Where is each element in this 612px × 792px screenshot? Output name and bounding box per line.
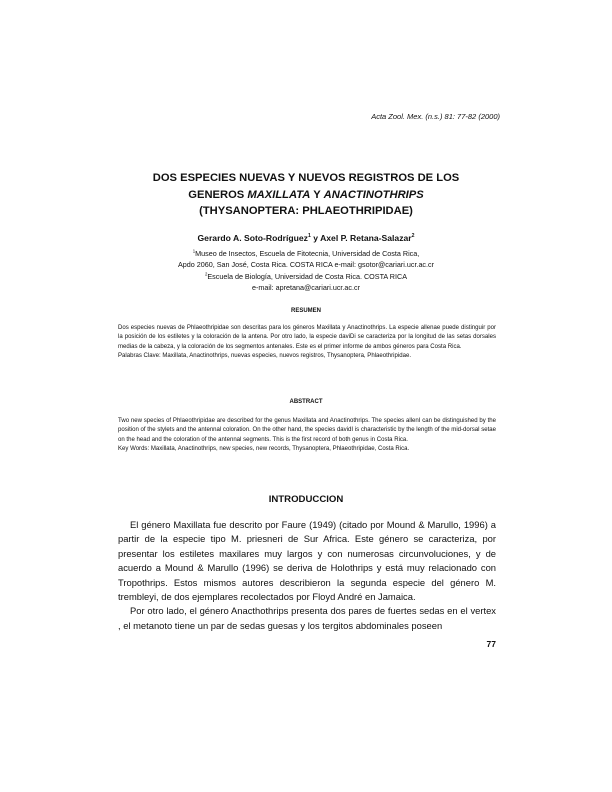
title-line-1: DOS ESPECIES NUEVAS Y NUEVOS REGISTROS DE LOS — [152, 172, 460, 184]
title-line-3: (THYSANOPTERA: PHLAEOTHRIPIDAE) — [199, 205, 413, 217]
journal-reference: Acta Zool. Mex. (n.s.) 81: 77-82 (2000) — [371, 112, 500, 121]
affiliation-line: $^2$Escuela de Biología, Universidad de Costa Rica. COSTA RICA — [204, 271, 407, 281]
abstract-body: Two new species of Phlaeothripidae are described for the genus Maxillata and Anactinothrips. The species allenI can be distinguished by the position of the stylets and the antennal coloration. On the other hand, the species davidI is characteristic by the length of the mid-dorsal setae on the head and the coloration of the antennal segments. This is the first record of both genus in Costa Rica. Key Words: Maxillata, Anactinothrips, new species, new records, Thysanoptera, Phlaeothripidae, Costa Rica. — [118, 418, 496, 452]
paragraph: El género Maxillata fue descrito por Faure (1949) (citado por Mound & Marullo, 1996) a partir de la especie tipo M. priesneri de Sur Africa. Este género se caracteriza, por presentar los estiletes maxilares muy largos y con numerosas circunvoluciones, y de acuerdo a Mound & Marullo (1996) se deriva de Holothrips y está muy relacionado con Tropothrips. Estos mismos autores describieron la segunda especie del género M. trembleyi, de dos ejemplares recolectados por Floyd André en Jamaica. — [118, 519, 496, 603]
affiliation-line: $^1$Museo de Insectos, Escuela de Fitotecnia, Universidad de Costa Rica, — [192, 248, 420, 258]
section-heading-introduccion: INTRODUCCION — [268, 494, 344, 505]
title-line-2: GENEROS MAXILLATA Y ANACTINOTHRIPS — [188, 188, 424, 201]
affiliation-line: Apdo 2060, San José, Costa Rica. COSTA RICA e-mail: gsotor@cariari.ucr.ac.cr — [177, 260, 435, 270]
affiliation-line: e-mail: apretana@cariari.ucr.ac.cr — [252, 282, 360, 292]
introduccion-body — [118, 518, 496, 633]
resumen-heading: RESUMEN — [290, 308, 321, 314]
author-2: Axel P. Retana-Salazar — [320, 233, 412, 243]
paragraph: Por otro lado, el género Anacthothrips presenta dos pares de fuertes sedas en el vertex , el metanoto tiene un par de sedas guesas y los tergitos abdominales poseen — [118, 605, 496, 631]
resumen-body: Dos especies nuevas de Phlaeothripidae son descritas para los géneros Maxillata y Anactinothrips. La especie allenae puede distinguir por la posición de los estiletes y la coloración de la antena. Por otro lado, la especie daviDi se caracteriza por la longitud de las setas dorsales medias de la cabeza, y la coloración de los segmentos antenales. Este es el primer informe de ambos géneros para Costa Rica. Palabras Clave: Maxillata, Anactinothrips, nuevas especies, nuevos registros, Thysanoptera, Phlaeothripidae. — [118, 325, 496, 359]
page-number: 77 — [486, 639, 496, 649]
author-1: Gerardo A. Soto-Rodríguez — [197, 233, 308, 243]
affiliations — [110, 248, 502, 293]
author-line: Gerardo A. Soto-Rodríguez$^1$ y Axel P. Retana-Salazar$^2$ — [197, 233, 415, 243]
abstract-heading: ABSTRACT — [289, 399, 323, 405]
article-title — [110, 170, 502, 220]
